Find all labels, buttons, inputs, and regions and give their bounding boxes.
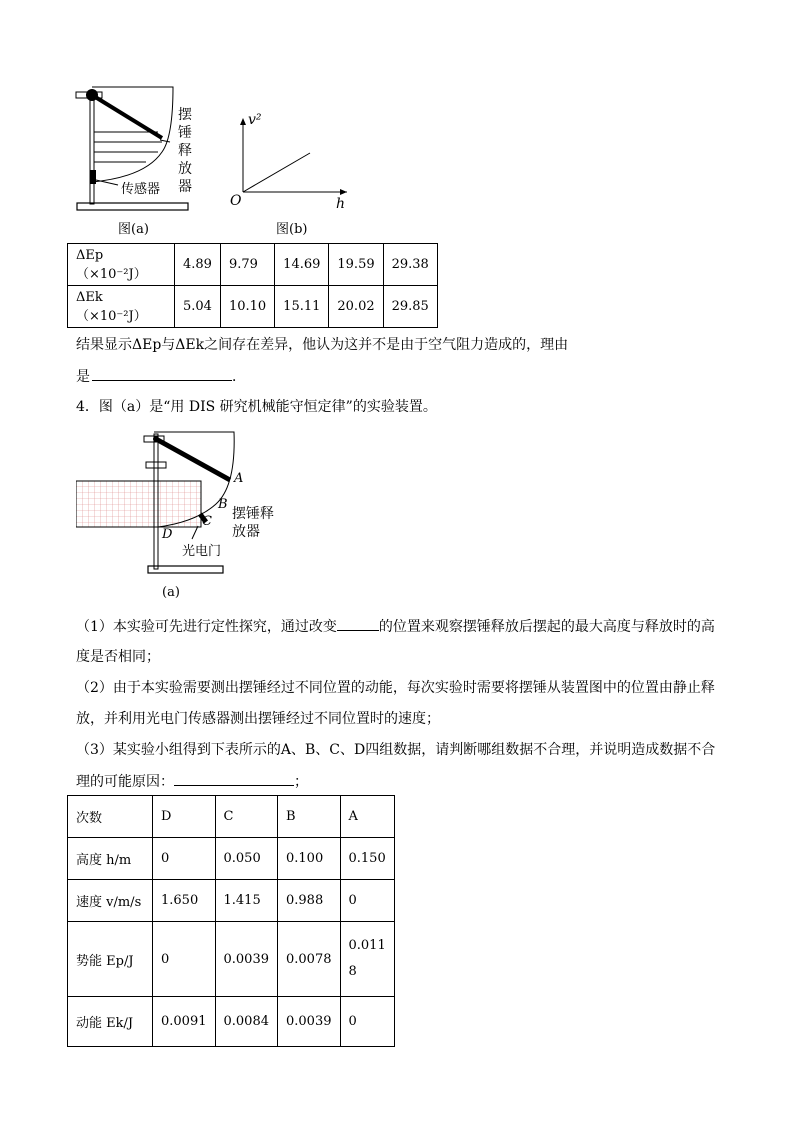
origin-label: O <box>230 193 242 209</box>
table-header-row <box>68 796 395 838</box>
result-text-line1: 结果显示ΔEp与ΔEk之间存在差异，他认为这并不是由于空气阻力造成的，理由 <box>76 337 569 353</box>
table-cell: 高度 h/m <box>68 838 153 880</box>
h-axis-label: h <box>336 196 346 212</box>
table-cell: 0 <box>340 997 394 1047</box>
q4-part1-pre: （1）本实验可先进行定性探究，通过改变 <box>76 619 337 635</box>
figure-b-caption: 图(b) <box>276 222 308 237</box>
point-c-label: C <box>202 514 212 529</box>
q4-part3-post: ； <box>294 774 308 790</box>
table-cell: 0.988 <box>278 880 341 922</box>
table-cell: 29.38 <box>383 244 437 286</box>
table-row <box>68 922 395 997</box>
figure-a-q4-caption: (a) <box>162 585 180 600</box>
table-cell: 14.69 <box>275 244 329 286</box>
table-cell: 9.79 <box>220 244 274 286</box>
question-4-title: 4．图（a）是“用 DIS 研究机械能守恒定律”的实验装置。 <box>76 399 437 415</box>
q4-part2-line1: （2）由于本实验需要测出摆锤经过不同位置的动能，每次实验时需要将摆锤从装置图中的位置由静止释 <box>76 680 715 696</box>
table-cell: 5.04 <box>175 286 221 328</box>
table-row <box>68 244 438 286</box>
table-cell: ΔEk（×10⁻²J） <box>68 286 175 328</box>
table-row <box>68 286 438 328</box>
q4-part3-line1: （3）某实验小组得到下表所示的A、B、C、D四组数据，请判断哪组数据不合理，并说明造成数据不合 <box>76 742 716 758</box>
v-squared-axis-label: v² <box>248 112 262 128</box>
table-cell: 10.10 <box>220 286 274 328</box>
pendulum-release-label: 摆锤释放器 <box>178 107 192 195</box>
table-cell: 0.100 <box>278 838 341 880</box>
table-cell: 0.0084 <box>215 997 278 1047</box>
point-a-label: A <box>234 471 244 486</box>
result-text-line2 <box>76 366 246 387</box>
table-cell: 19.59 <box>329 244 383 286</box>
data-table <box>67 795 395 1047</box>
table-cell: 动能 Ek/J <box>68 997 153 1047</box>
table-cell: 0.150 <box>340 838 394 880</box>
table-header-cell: D <box>153 796 216 838</box>
table-cell: 4.89 <box>175 244 221 286</box>
table-cell: 0.0118 <box>340 922 394 997</box>
q4-part2-line2: 放，并利用光电门传感器测出摆锤经过不同位置时的速度； <box>76 711 440 727</box>
table-cell: 1.650 <box>153 880 216 922</box>
table-cell: 0 <box>153 838 216 880</box>
photogate-label: 光电门 <box>182 544 222 559</box>
table-cell: 15.11 <box>275 286 329 328</box>
table-cell: 0 <box>153 922 216 997</box>
result-prefix: 是 <box>76 369 90 385</box>
table-cell: 0.0091 <box>153 997 216 1047</box>
table-cell: 20.02 <box>329 286 383 328</box>
sensor-label: 传感器 <box>121 182 161 197</box>
pendulum-release-label-2: 摆锤释放器 <box>232 506 274 540</box>
table-cell: 0.0039 <box>215 922 278 997</box>
table-cell: 0 <box>340 880 394 922</box>
table-cell: 29.85 <box>383 286 437 328</box>
table-cell: ΔEp（×10⁻²J） <box>68 244 175 286</box>
table-header-cell: B <box>278 796 341 838</box>
point-d-label: D <box>162 527 173 542</box>
energy-table <box>67 243 438 328</box>
table-cell: 1.415 <box>215 880 278 922</box>
q4-part3-pre: 理的可能原因： <box>76 774 174 790</box>
table-row <box>68 997 395 1047</box>
answer-blank[interactable] <box>337 616 379 631</box>
q4-part1-line1 <box>76 616 715 637</box>
table-header-cell: 次数 <box>68 796 153 838</box>
table-cell: 0.050 <box>215 838 278 880</box>
table-header-cell: C <box>215 796 278 838</box>
table-cell: 0.0039 <box>278 997 341 1047</box>
answer-blank[interactable] <box>174 771 294 786</box>
point-b-label: B <box>218 497 228 512</box>
q4-part1-line2: 度是否相同； <box>76 649 160 665</box>
table-cell: 0.0078 <box>278 922 341 997</box>
table-row <box>68 838 395 880</box>
table-cell: 势能 Ep/J <box>68 922 153 997</box>
q4-part3-line2 <box>76 771 308 792</box>
table-row <box>68 880 395 922</box>
result-suffix: ． <box>232 369 246 385</box>
table-cell: 速度 v/m/s <box>68 880 153 922</box>
answer-blank[interactable] <box>92 366 232 381</box>
q4-part1-post: 的位置来观察摆锤释放后摆起的最大高度与释放时的高 <box>378 619 715 635</box>
table-header-cell: A <box>340 796 394 838</box>
figure-a-caption: 图(a) <box>118 222 149 237</box>
